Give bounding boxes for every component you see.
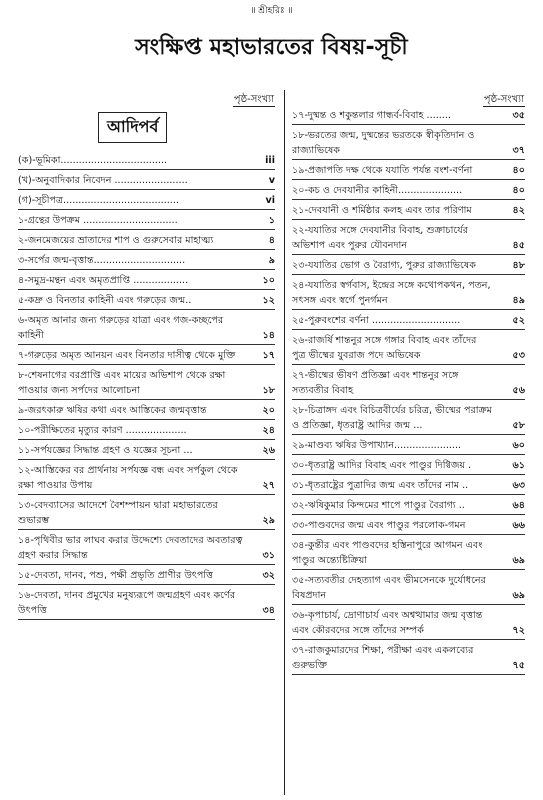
- toc-entry-page: ১৮: [262, 385, 275, 396]
- toc-entry-title: ৩০-ধৃতরাষ্ট্র আদির বিবাহ এবং পাণ্ডুর দিগ্বিজয় .: [292, 460, 472, 471]
- left-column: [18, 92, 275, 623]
- toc-entry-title: ৩৭-রাজকুমারদের শিক্ষা, পরীক্ষা এবং একলব্যের গুরুভক্তি: [292, 645, 474, 671]
- toc-entry: [292, 573, 525, 605]
- toc-entry-page: iii: [265, 155, 275, 166]
- toc-entry-title: ৩-সর্পের জন্ম-বৃত্তান্ত..............................: [18, 255, 186, 266]
- toc-entry-page: ৯: [268, 255, 275, 266]
- toc-entry-page: ১৭: [262, 350, 275, 361]
- toc-entry-title: ১৮-ভরতের জন্ম, দুষ্মন্তের ভরতকে স্বীকৃতিদান ও রাজ্যাভিষেক: [292, 130, 475, 156]
- toc-entry-title: ২৩-যযাতির ভোগ ও বৈরাগ্য, পুরুর রাজ্যাভিষেক: [292, 260, 476, 271]
- toc-entry: [292, 538, 525, 570]
- toc-entry-page: ৬৬: [512, 520, 525, 531]
- toc-entry-title: ২৭-ভীষ্মের ভীষণ প্রতিজ্ঞা এবং শান্তনুর সঙ্গে সত্যবতীর বিবাহ: [292, 370, 459, 396]
- toc-entry-page: ১৪: [262, 330, 275, 341]
- toc-entry-page: ৩৪: [262, 605, 275, 616]
- toc-entry-title: ১৯-প্রজাপতি দক্ষ থেকে যযাতি পর্যন্ত বংশ-বর্ণনা: [292, 165, 473, 176]
- top-mark: ॥ শ্রীহরিঃ ॥: [250, 6, 293, 16]
- toc-entry-title: ৩৬-কৃপাচার্য, দ্রোণাচার্য এবং অশ্বত্থামার জন্ম বৃত্তান্ত এবং কৌরবদের সঙ্গে তাঁদের সম্পর্ক: [292, 610, 483, 636]
- toc-entry: [18, 423, 275, 440]
- page-title: সংক্ষিপ্ত মহাভারতের বিষয়-সূচী: [135, 35, 408, 60]
- toc-entry-title: (ক)-ভূমিকা...................................: [18, 155, 168, 166]
- toc-entry-page: ১০: [262, 275, 275, 286]
- toc-entry-title: ১৩-বেদব্যাসের আদেশে বৈশম্পায়ন দ্বারা মহাভারতের শুভারম্ভ: [18, 500, 218, 526]
- toc-entry: [292, 458, 525, 475]
- toc-entry-page: ৬৩: [512, 480, 525, 491]
- toc-entry: [292, 223, 525, 255]
- toc-entry-page: ৪০: [512, 165, 525, 176]
- toc-entry-page: ৬৯: [512, 555, 525, 566]
- toc-entry-title: ২৯-মাণ্ডব্য ঋষির উপাখ্যান......................: [292, 440, 462, 451]
- toc-entry: [18, 463, 275, 495]
- toc-entry-title: ৭-গরুড়ের অমৃত আনয়ন এবং বিনতার দাসীত্ব থেকে মুক্তি: [18, 350, 236, 361]
- toc-entry: [18, 588, 275, 620]
- toc-entry-title: ৫-কদ্রু ও বিনতার কাহিনী এবং গরুড়ের জন্ম..: [18, 295, 192, 306]
- toc-entry-page: ৫৮: [512, 420, 525, 431]
- toc-entry: [18, 498, 275, 530]
- toc-entry-title: ৩৪-কুন্তীর এবং পাণ্ডবদের হস্তিনাপুরে আগমন এবং পাণ্ডুর অন্ত্যেষ্টিক্রিয়া: [292, 540, 483, 566]
- toc-entry: [292, 498, 525, 515]
- toc-entry: [18, 348, 275, 365]
- toc-entry: [292, 643, 525, 675]
- toc-entry-title: ২১-দেবযানী ও শর্মিষ্ঠার কলহ এবং তার পরিণাম: [292, 205, 472, 216]
- toc-entry: [292, 478, 525, 495]
- toc-entry-page: v: [268, 175, 275, 186]
- toc-entry-title: ৪-সমুদ্র-মন্থন এবং অমৃতপ্রাপ্তি ..................: [18, 275, 189, 286]
- toc-entry-page: ২৭: [262, 480, 275, 491]
- toc-entry-page: ৭২: [512, 625, 525, 636]
- right-column: [292, 92, 525, 678]
- left-page-header: পৃষ্ঠ-সংখ্যা: [233, 94, 274, 105]
- toc-entry: [18, 233, 275, 250]
- toc-entry: [292, 203, 525, 220]
- toc-entry-title: ২৮-চিত্রাঙ্গদ এবং বিচিত্রবীর্যের চরিত্র, ভীষ্মের পরাক্রম ও প্রতিজ্ঞা, ধৃতরাষ্ট্র আদির জন্ম ...: [292, 405, 492, 431]
- toc-entry: [18, 403, 275, 420]
- toc-entry-title: ৩৫-সত্যবতীর দেহত্যাগ এবং ভীমসেনকে দুর্যোধনের বিষপ্রদান: [292, 575, 486, 601]
- toc-entry-page: ২৪: [262, 425, 275, 436]
- toc-entry: [18, 313, 275, 345]
- toc-entry-title: ১৬-দেবতা, দানব প্রমুখের মনুষ্যরূপে জন্মগ্রহণ এবং কর্ণের উৎপত্তি: [18, 590, 236, 616]
- toc-entry-page: ৪২: [512, 205, 525, 216]
- toc-entry: [292, 278, 525, 310]
- toc-entry-title: ২৫-পুরুবংশের বর্ণনা .............................: [292, 315, 461, 326]
- toc-entry-page: ৫২: [512, 315, 525, 326]
- toc-entry-title: (খ)-অনুবাদিকার নিবেদন ........................: [18, 175, 188, 186]
- toc-entry: [292, 183, 525, 200]
- toc-entry-page: ১: [268, 215, 275, 226]
- toc-entry-page: ৬০: [512, 440, 525, 451]
- toc-entry: [18, 193, 275, 210]
- toc-entry-page: ৬৯: [512, 590, 525, 601]
- toc-entry-title: ১-গ্রন্থের উপক্রম ...............................: [18, 215, 178, 226]
- toc-entry: [292, 163, 525, 180]
- left-entry-list: [18, 153, 275, 620]
- toc-entry-title: ২২-যযাতির সঙ্গে দেবযানীর বিবাহ, শুক্রাচার্যের অভিশাপ এবং পুরুর যৌবনদান: [292, 225, 469, 251]
- toc-entry-title: ৬-অমৃত আনার জন্য গরুড়ের যাত্রা এবং গজ-কচ্ছপের কাহিনী: [18, 315, 224, 341]
- toc-entry-page: ৪: [268, 235, 275, 246]
- toc-entry-title: ১৫-দেবতা, দানব, পশু, পক্ষী প্রভৃতি প্রাণীর উৎপত্তি: [18, 570, 214, 581]
- toc-entry-page: ৩৫: [512, 110, 525, 121]
- toc-entry: [18, 273, 275, 290]
- toc-entry-page: ৪০: [512, 185, 525, 196]
- toc-entry-page: ৩১: [262, 550, 275, 561]
- toc-entry-title: ২-জনমেজয়ের ভ্রাতাদের শাপ ও গুরুসেবার মাহাত্ম্য: [18, 235, 214, 246]
- toc-entry: [292, 333, 525, 365]
- toc-entry: [292, 518, 525, 535]
- right-entry-list: [292, 108, 525, 675]
- toc-entry-title: ১৪-পৃথিবীর ভার লাঘব করার উদ্দেশ্যে দেবতাদের অবতারত্ব গ্রহণ করার সিদ্ধান্ত: [18, 535, 243, 561]
- toc-entry-page: ৩৭: [512, 145, 525, 156]
- toc-entry-title: ২৬-রাজর্ষি শান্তনুর সঙ্গে গঙ্গার বিবাহ এবং তাঁদের পুত্র ভীষ্মের যুবরাজ পদে অভিষেক: [292, 335, 477, 361]
- toc-entry: [18, 173, 275, 190]
- section-title: আদিপর্ব: [98, 112, 167, 143]
- toc-entry-page: ৬৪: [512, 500, 525, 511]
- toc-entry-page: ৪৫: [512, 240, 525, 251]
- toc-entry: [292, 313, 525, 330]
- right-page-header: পৃষ্ঠ-সংখ্যা: [483, 94, 524, 105]
- toc-entry: [18, 443, 275, 460]
- toc-entry: [18, 293, 275, 310]
- toc-entry-page: ৫৬: [512, 385, 525, 396]
- toc-entry-page: ৬১: [512, 460, 525, 471]
- toc-entry-page: vi: [265, 195, 275, 206]
- toc-entry: [292, 258, 525, 275]
- toc-entry-page: ২৬: [262, 445, 275, 456]
- toc-entry-title: ১৭-দুষ্মন্ত ও শকুন্তলার গান্ধর্ব-বিবাহ ........: [292, 110, 451, 121]
- toc-entry-title: ১০-পরীক্ষিতের মৃত্যুর কারণ ....................: [18, 425, 187, 436]
- toc-entry-title: (গ)-সূচীপত্র......................................: [18, 195, 179, 206]
- toc-entry: [18, 213, 275, 230]
- toc-entry: [18, 153, 275, 170]
- toc-entry-title: ৩১-ধৃতরাষ্ট্রের পুত্রাদির জন্ম এবং তাঁদের নাম ..: [292, 480, 469, 491]
- column-divider: [284, 90, 285, 795]
- toc-entry-page: ৫৩: [512, 350, 525, 361]
- toc-entry-title: ৩২-ঋষিকুমার কিন্দমের শাপে পাণ্ডুর বৈরাগ্য ..: [292, 500, 465, 511]
- toc-entry: [292, 128, 525, 160]
- toc-entry: [292, 108, 525, 125]
- toc-entry-page: ২০: [262, 405, 275, 416]
- toc-entry-title: ১২-আস্তিকের বর প্রার্থনায় সর্পযজ্ঞ বন্ধ এবং সর্পকুল থেকে রক্ষা পাওয়ার উপায়: [18, 465, 238, 491]
- toc-entry: [292, 403, 525, 435]
- toc-entry-title: ৩৩-পাণ্ডবদের জন্ম এবং পাণ্ডুর পরলোক-গমন: [292, 520, 466, 531]
- toc-entry-page: ৪৯: [512, 295, 525, 306]
- toc-entry-page: ১২: [262, 295, 275, 306]
- toc-entry: [18, 368, 275, 400]
- toc-entry-title: ২০-কচ ও দেবযানীর কাহিনী.....................: [292, 185, 463, 196]
- toc-entry: [292, 438, 525, 455]
- toc-entry-page: ২৯: [262, 515, 275, 526]
- toc-entry: [292, 608, 525, 640]
- toc-entry: [292, 368, 525, 400]
- toc-entry-page: ৭৫: [512, 660, 525, 671]
- toc-entry: [18, 253, 275, 270]
- toc-entry: [18, 533, 275, 565]
- toc-entry: [18, 568, 275, 585]
- toc-entry-title: ২৪-যযাতির স্বর্গবাস, ইন্দ্রের সঙ্গে কথোপকথন, পতন, সৎসঙ্গ এবং স্বর্গে পুনর্গমন: [292, 280, 491, 306]
- toc-entry-title: ৮-শেষনাগের বরপ্রাপ্তি এবং মায়ের অভিশাপ থেকে রক্ষা পাওয়ার জন্য সর্পদের আলোচনা: [18, 370, 226, 396]
- toc-entry-page: ৪৮: [512, 260, 525, 271]
- toc-entry-title: ১১-সর্পযজ্ঞের সিদ্ধান্ত গ্রহণ ও যজ্ঞের সূচনা ...: [18, 445, 193, 456]
- toc-entry-title: ৯-জরৎকারু ঋষির কথা এবং আস্তিকের জন্মবৃত্তান্ত: [18, 405, 207, 416]
- toc-entry-page: ৩২: [262, 570, 275, 581]
